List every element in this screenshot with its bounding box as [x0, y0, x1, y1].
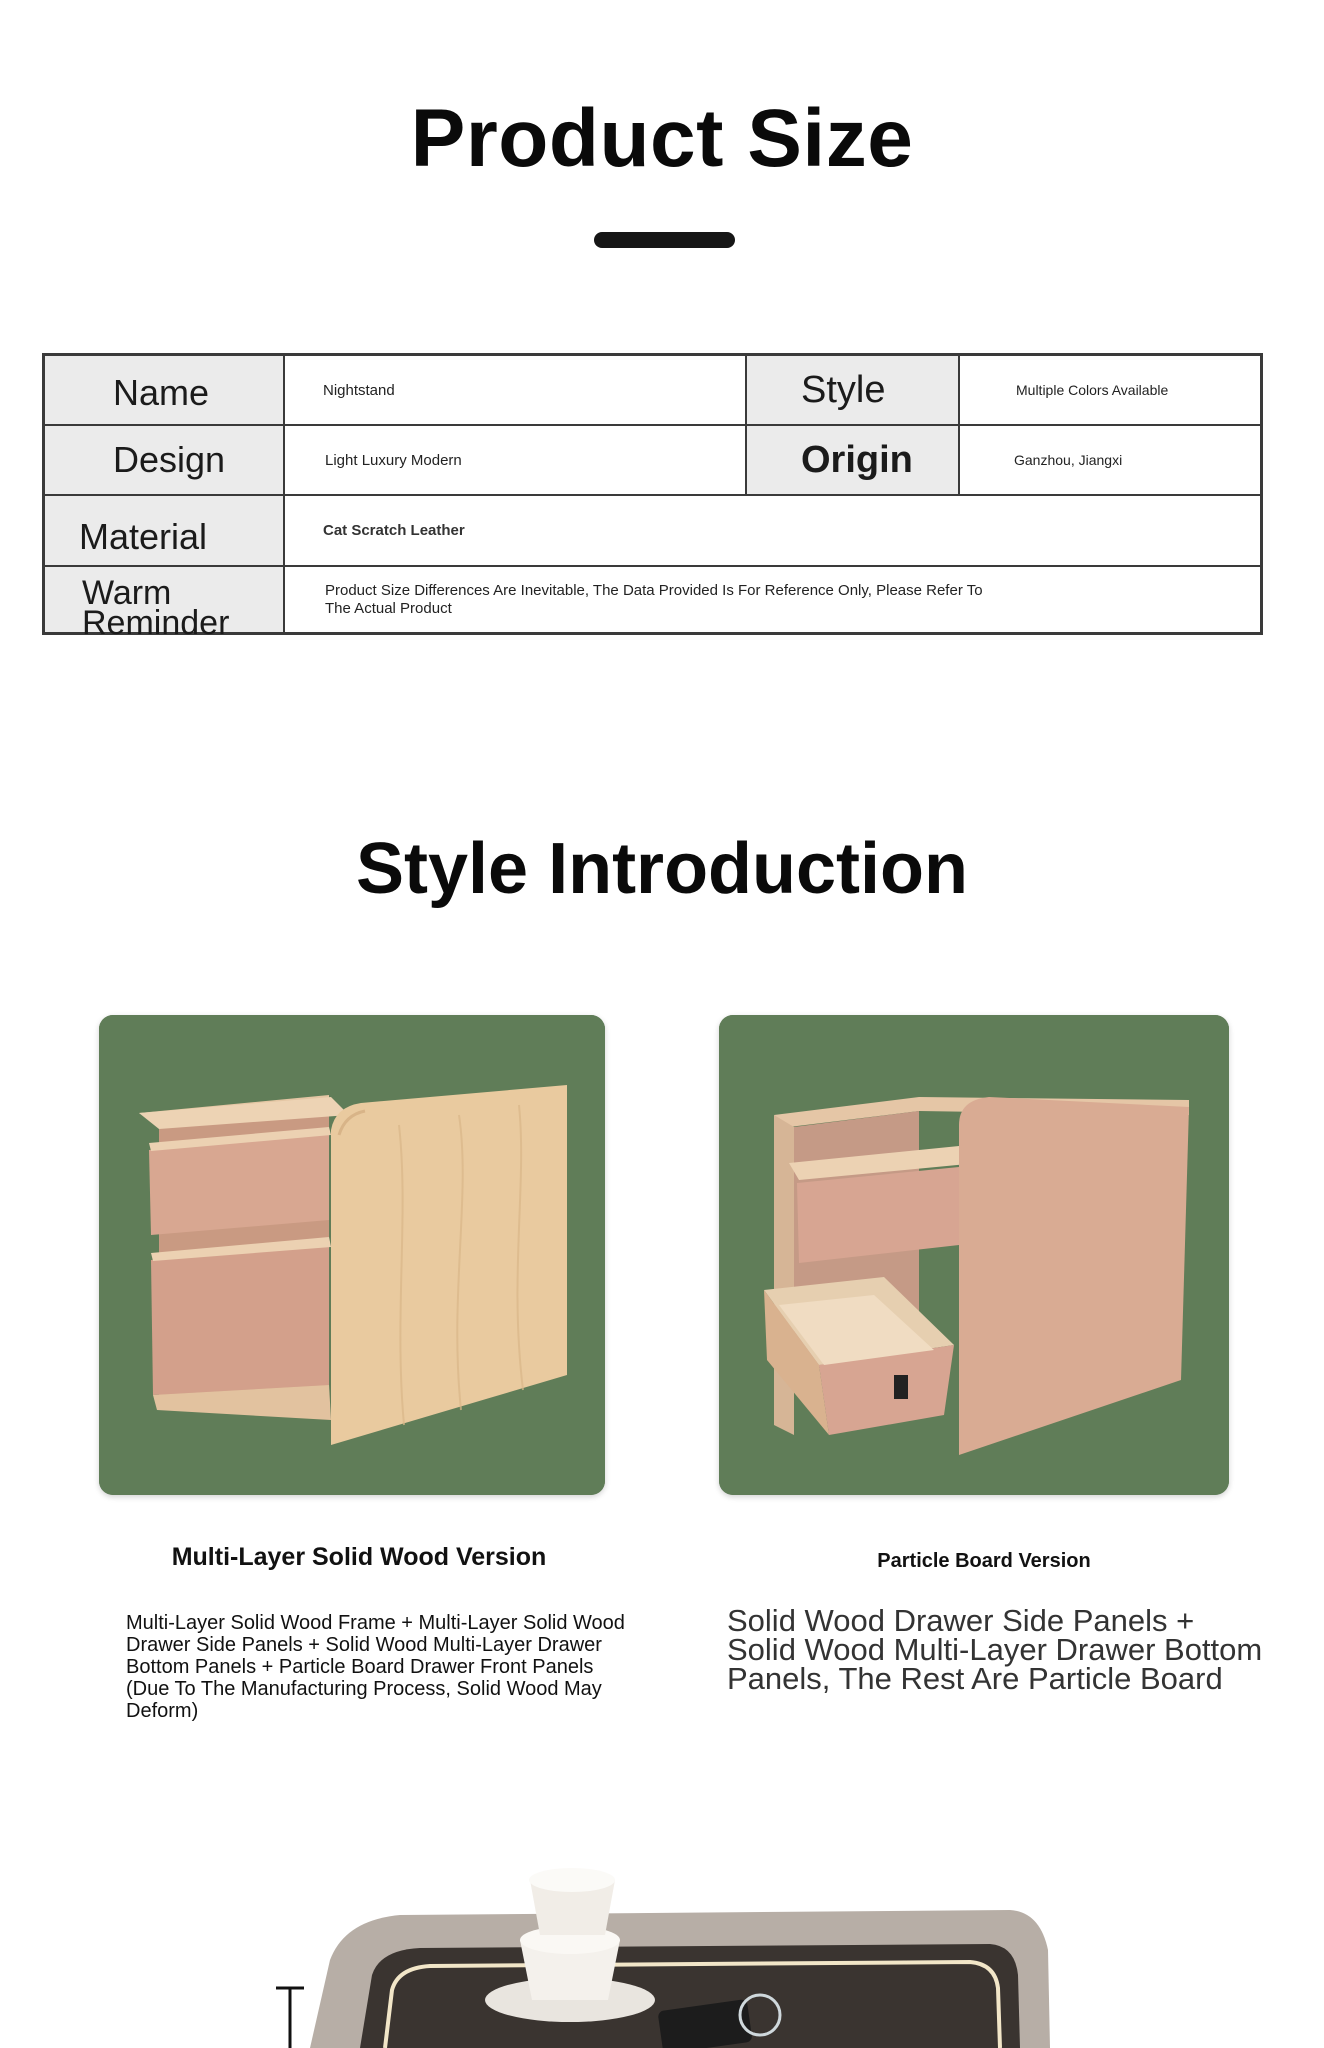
- warm-reminder-value: Product Size Differences Are Inevitable, The Data Provided Is For Reference Only, Please Refer To The Actual Product: [325, 581, 983, 617]
- name-value-cell: [284, 355, 746, 425]
- name-label: Name: [113, 372, 210, 413]
- style-label-cell: [746, 355, 959, 425]
- particle-board-nightstand-photo: [719, 1015, 1229, 1495]
- design-value-cell: [284, 425, 746, 495]
- warm-reminder-label: Warm Reminder: [82, 573, 230, 642]
- title-underline: [594, 232, 735, 248]
- spec-table: [42, 353, 1263, 642]
- style-value: Multiple Colors Available: [1016, 382, 1169, 398]
- material-label: Material: [79, 515, 208, 557]
- name-value: Nightstand: [323, 381, 395, 399]
- style-introduction-title: Style Introduction: [356, 829, 968, 909]
- warm-reminder-label-cell: [44, 566, 284, 642]
- solid-wood-version-description: Multi-Layer Solid Wood Frame + Multi-Layer Solid Wood Drawer Side Panels + Solid Wood Multi-Layer Drawer Bottom Panels + Particle Board Drawer Front Panels (Due To The Manufacturing Process, Solid Wood May Deform): [126, 1612, 625, 1722]
- origin-label: Origin: [801, 438, 913, 481]
- name-label-cell: [44, 355, 284, 425]
- style-label: Style: [801, 368, 886, 411]
- origin-value: Ganzhou, Jiangxi: [1014, 452, 1123, 468]
- origin-value-cell: [959, 425, 1261, 495]
- material-value: Cat Scratch Leather: [323, 522, 465, 539]
- particle-board-version-description: Solid Wood Drawer Side Panels + Solid Wood Multi-Layer Drawer Bottom Panels, The Rest Are Particle Board: [727, 1603, 1263, 1696]
- material-value-cell: [284, 495, 1261, 566]
- style-value-cell: [959, 355, 1261, 425]
- design-label-cell: [44, 425, 284, 495]
- solid-wood-nightstand-photo: [99, 1015, 605, 1495]
- origin-label-cell: [746, 425, 959, 495]
- smart-nightstand-preview-photo: [0, 1800, 1324, 2048]
- design-value: Light Luxury Modern: [325, 451, 462, 469]
- warm-reminder-value-cell: [284, 566, 1261, 633]
- solid-wood-version-caption: Multi-Layer Solid Wood Version: [171, 1543, 547, 1571]
- particle-board-version-caption: Particle Board Version: [877, 1550, 1091, 1572]
- material-label-cell: [44, 495, 284, 566]
- product-size-title: Product Size: [410, 93, 914, 184]
- design-label: Design: [113, 439, 226, 480]
